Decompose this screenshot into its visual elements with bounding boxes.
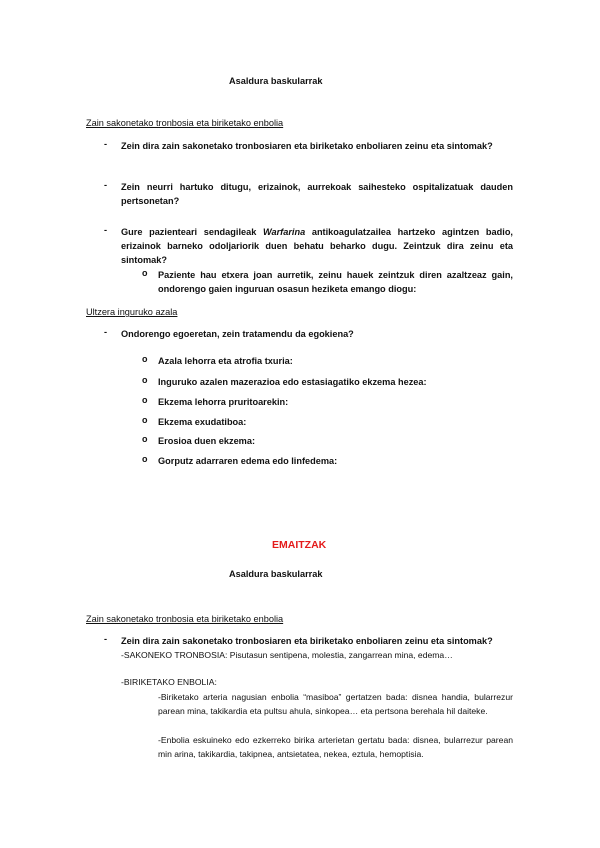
list-item: Erosioa duen ekzema: <box>158 436 256 446</box>
list-item: Azala lehorra eta atrofia txuria: <box>158 356 293 366</box>
results-section-heading: Zain sakonetako tronbosia eta biriketako enbolia <box>86 614 284 624</box>
dash-bullet: - <box>104 139 108 149</box>
question-3 <box>121 225 513 267</box>
circle-bullet: o <box>142 354 148 364</box>
list-item: Ekzema exudatiboa: <box>158 417 247 427</box>
circle-bullet: o <box>142 454 148 464</box>
section-heading-tronbosia: Zain sakonetako tronbosia eta biriketako enbolia <box>86 118 284 128</box>
answer-tronbosia: -SAKONEKO TRONBOSIA: Pisutasun sentipena, molestia, zangarrean mina, edema… <box>121 650 453 660</box>
dash-bullet: - <box>104 225 108 235</box>
results-question: Zein dira zain sakonetako tronbosiaren eta biriketako enboliaren zeinu eta sintomak? <box>121 636 493 646</box>
circle-bullet: o <box>142 395 148 405</box>
list-item: Ekzema lehorra pruritoarekin: <box>158 397 289 407</box>
list-item: Inguruko azalen mazerazioa edo estasiagatiko ekzema hezea: <box>158 377 427 387</box>
results-heading: EMAITZAK <box>272 539 327 551</box>
circle-bullet: o <box>142 434 148 444</box>
dash-bullet: - <box>104 180 108 190</box>
question-3-end: antikoagulatzailea hartzeko agintzen badio, erizainok barneko odoljariorik duen behatu beharko dugu. Zeintzuk dira zeinu eta sintomak? <box>121 227 513 265</box>
results-title: Asaldura baskularrak <box>229 569 323 579</box>
question-3-start: Gure pazienteari sendagileak <box>121 227 263 237</box>
answer-enbolia-eskuineko: -Enbolia eskuineko edo ezkerreko birika arterietan gertatu bada: disnea, bularrezur parean min arina, takikardia, takipnea, antsietatea, nekea, eztula, hemoptisia. <box>158 735 513 759</box>
section-heading-ultzera: Ultzera inguruko azala <box>86 307 178 317</box>
question-2: Zein neurri hartuko ditugu, erizainok, aurrekoak saihesteko ospitalizatuak dauden pertsonetan? <box>121 182 513 206</box>
circle-bullet: o <box>142 375 148 385</box>
question-3-drug: Warfarina <box>262 227 306 237</box>
answer-enbolia-masiboa: -Biriketako arteria nagusian enbolia “masiboa” gertatzen bada: disnea handia, bularrezur parean mina, takikardia eta pultsu ahula, sinkopea… eta pertsona berehala hil daiteke. <box>158 692 513 716</box>
circle-bullet: o <box>142 268 148 278</box>
treatment-question: Ondorengo egoeretan, zein tratamendu da egokiena? <box>121 329 354 339</box>
question-1: Zein dira zain sakonetako tronbosiaren eta biriketako enboliaren zeinu eta sintomak? <box>121 141 493 151</box>
list-item: Gorputz adarraren edema edo linfedema: <box>158 456 338 466</box>
dash-bullet: - <box>104 634 108 644</box>
question-3-sub: Paziente hau etxera joan aurretik, zeinu hauek zeintzuk diren azaltzeaz gain, ondorengo gaien inguruan osasun heziketa emango diogu: <box>158 270 513 294</box>
page-title: Asaldura baskularrak <box>229 76 323 86</box>
dash-bullet: - <box>104 327 108 337</box>
answer-enbolia-label: -BIRIKETAKO ENBOLIA: <box>121 677 217 687</box>
circle-bullet: o <box>142 415 148 425</box>
